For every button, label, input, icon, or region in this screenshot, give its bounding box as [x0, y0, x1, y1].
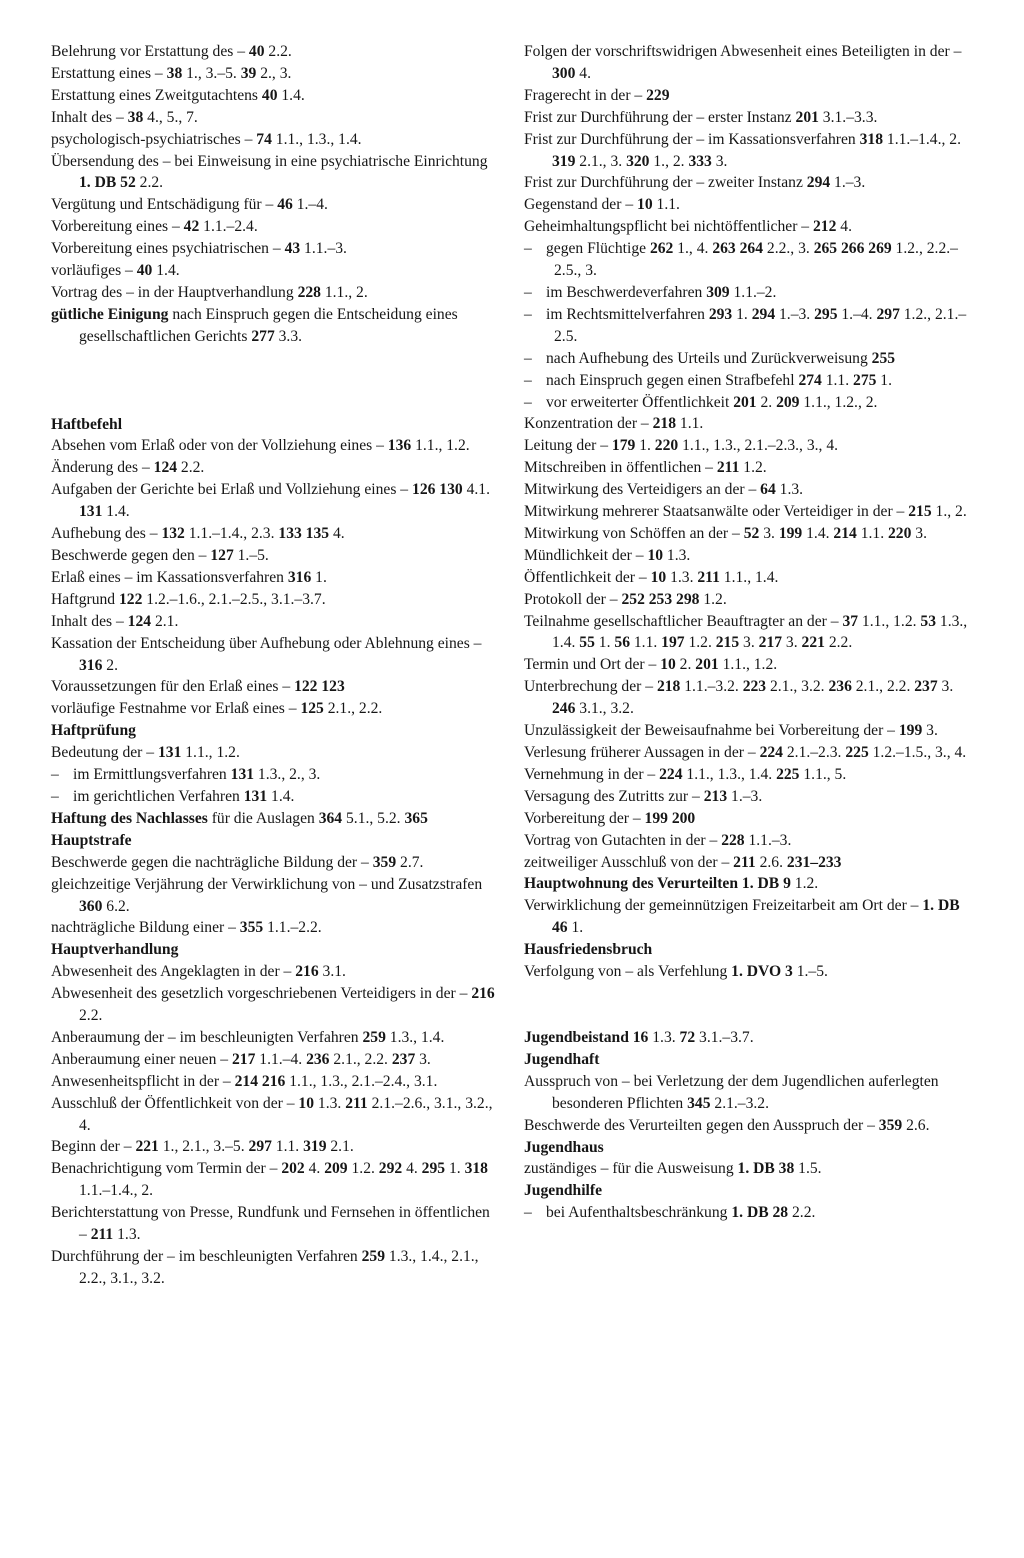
index-entry: nachträgliche Bildung einer – 355 1.1.–2.2.	[51, 919, 322, 937]
index-entry: gütliche Einigung nach Einspruch gegen die Entscheidung eines gesellschaftlichen Gerichts 277 3.3.	[51, 305, 458, 345]
index-subentry: – nach Aufhebung des Urteils und Zurückverweisung 255	[524, 348, 976, 370]
index-entry: Haftgrund 122 1.2.–1.6., 2.1.–2.5., 3.1.–3.7.	[51, 590, 326, 608]
index-heading: Hauptstrafe	[51, 831, 132, 849]
left-index-column	[51, 41, 497, 1290]
dash-marker: –	[524, 283, 532, 301]
index-entry: Gegenstand der – 10 1.1.	[524, 196, 680, 214]
index-entry: Erlaß eines – im Kassationsverfahren 316 1.	[51, 568, 327, 586]
right-index-column	[524, 41, 976, 1224]
index-heading: Hausfriedensbruch	[524, 941, 653, 959]
index-entry: Mitwirkung des Verteidigers an der – 64 1.3.	[524, 481, 804, 499]
index-heading: Jugendhilfe	[524, 1182, 602, 1200]
index-entry: Beschwerde gegen den – 127 1.–5.	[51, 547, 269, 565]
index-entry: Mündlichkeit der – 10 1.3.	[524, 546, 691, 564]
dash-marker: –	[524, 1204, 532, 1222]
index-entry: Frist zur Durchführung der – erster Instanz 201 3.1.–3.3.	[524, 108, 878, 126]
index-entry: Verlesung früherer Aussagen in der – 224 2.1.–2.3. 225 1.2.–1.5., 3., 4.	[524, 744, 967, 761]
index-entry: Protokoll der – 252 253 298 1.2.	[524, 590, 727, 608]
index-entry: Mitwirkung mehrerer Staatsanwälte oder Verteidiger in der – 215 1., 2.	[524, 503, 967, 521]
index-entry: Mitwirkung von Schöffen an der – 52 3. 199 1.4. 214 1.1. 220 3.	[524, 524, 927, 542]
index-entry: Durchführung der – im beschleunigten Verfahren 259 1.3., 1.4., 2.1., 2.2., 3.1., 3.2.	[51, 1248, 479, 1287]
index-subentry: – bei Aufenthaltsbeschränkung 1. DB 28 2.2.	[524, 1202, 976, 1224]
spacer	[51, 348, 497, 392]
index-entry: Ausspruch von – bei Verletzung der dem Jugendlichen auferlegten besonderen Pflichten 345 2.1.–3.2.	[524, 1072, 939, 1112]
index-entry: Inhalt des – 124 2.1.	[51, 612, 179, 630]
index-entry: Änderung des – 124 2.2.	[51, 459, 205, 477]
dash-marker: –	[524, 371, 532, 389]
index-entry: Vergütung und Entschädigung für – 46 1.–4.	[51, 196, 328, 214]
index-entry: zeitweiliger Ausschluß von der – 211 2.6. 231–233	[524, 853, 842, 871]
index-entry: Belehrung vor Erstattung des – 40 2.2.	[51, 43, 292, 60]
index-entry: Öffentlichkeit der – 10 1.3. 211 1.1., 1.4.	[524, 568, 779, 586]
index-entry: Erstattung eines Zweitgutachtens 40 1.4.	[51, 86, 305, 104]
index-entry: Vorbereitung der – 199 200	[524, 809, 696, 827]
index-heading: Jugendhaus	[524, 1138, 604, 1156]
index-entry: Jugendbeistand 16 1.3. 72 3.1.–3.7.	[524, 1028, 754, 1046]
index-entry: Inhalt des – 38 4., 5., 7.	[51, 108, 198, 126]
index-entry: Anwesenheitspflicht in der – 214 216 1.1., 1.3., 2.1.–2.4., 3.1.	[51, 1072, 438, 1090]
index-entry: Anberaumung einer neuen – 217 1.1.–4. 236 2.1., 2.2. 237 3.	[51, 1050, 431, 1068]
index-subentry: – vor erweiterter Öffentlichkeit 201 2. 209 1.1., 1.2., 2.	[524, 392, 976, 414]
index-entry: Beginn der – 221 1., 2.1., 3.–5. 297 1.1. 319 2.1.	[51, 1138, 354, 1156]
index-heading: Haftprüfung	[51, 722, 136, 740]
index-entry: Folgen der vorschriftswidrigen Abwesenheit eines Beteiligten in der – 300 4.	[524, 43, 962, 82]
index-entry: Unzulässigkeit der Beweisaufnahme bei Vorbereitung der – 199 3.	[524, 722, 938, 740]
index-entry: Benachrichtigung vom Termin der – 202 4. 209 1.2. 292 4. 295 1. 318 1.1.–1.4., 2.	[51, 1160, 488, 1200]
index-entry: Vorbereitung eines – 42 1.1.–2.4.	[51, 218, 258, 236]
index-entry: Absehen vom Erlaß oder von der Vollziehung eines – 136 1.1., 1.2.	[51, 437, 470, 455]
index-entry: Verwirklichung der gemeinnützigen Freizeitarbeit am Ort der – 1. DB 46 1.	[524, 897, 960, 937]
index-entry: vorläufige Festnahme vor Erlaß eines – 125 2.1., 2.2.	[51, 700, 383, 718]
index-entry: psychologisch-psychiatrisches – 74 1.1., 1.3., 1.4.	[51, 130, 362, 148]
index-entry: Vortrag von Gutachten in der – 228 1.1.–3.	[524, 831, 792, 849]
index-entry: Termin und Ort der – 10 2. 201 1.1., 1.2.	[524, 656, 778, 674]
index-entry: Abwesenheit des Angeklagten in der – 216 3.1.	[51, 963, 346, 981]
index-entry: Anberaumung der – im beschleunigten Verfahren 259 1.3., 1.4.	[51, 1028, 445, 1046]
spacer	[51, 392, 497, 414]
dash-marker: –	[51, 766, 59, 784]
index-entry: zuständiges – für die Ausweisung 1. DB 38 1.5.	[524, 1160, 822, 1178]
index-entry: Voraussetzungen für den Erlaß eines – 122 123	[51, 678, 345, 696]
index-entry: Hauptwohnung des Verurteilten 1. DB 9 1.2.	[524, 875, 819, 893]
index-entry: Kassation der Entscheidung über Aufhebung oder Ablehnung eines – 316 2.	[51, 634, 482, 674]
index-entry: Mitschreiben in öffentlichen – 211 1.2.	[524, 459, 767, 477]
dash-marker: –	[524, 305, 532, 323]
index-entry: Erstattung eines – 38 1., 3.–5. 39 2., 3.	[51, 64, 292, 82]
index-heading: Jugendhaft	[524, 1050, 600, 1068]
index-heading: Haftbefehl	[51, 415, 123, 433]
index-entry: Bedeutung der – 131 1.1., 1.2.	[51, 744, 240, 762]
index-entry: gleichzeitige Verjährung der Verwirklichung von – und Zusatzstrafen 360 6.2.	[51, 875, 483, 915]
index-entry: Fragerecht in der – 229	[524, 86, 670, 104]
index-entry: Ausschluß der Öffentlichkeit von der – 10 1.3. 211 2.1.–2.6., 3.1., 3.2., 4.	[51, 1094, 493, 1134]
index-entry: Konzentration der – 218 1.1.	[524, 415, 704, 433]
index-entry: Frist zur Durchführung der – zweiter Instanz 294 1.–3.	[524, 174, 866, 192]
index-entry: Teilnahme gesellschaftlicher Beauftragter an der – 37 1.1., 1.2. 53 1.3., 1.4. 55 1. 56 1.1. 197 1.2. 215 3. 217 3. 221 2.2.	[524, 612, 968, 652]
index-entry: Frist zur Durchführung der – im Kassationsverfahren 318 1.1.–1.4., 2. 319 2.1., 3. 320 1., 2. 333 3.	[524, 130, 961, 170]
index-entry: Vortrag des – in der Hauptverhandlung 228 1.1., 2.	[51, 283, 368, 301]
index-heading: Hauptverhandlung	[51, 941, 179, 959]
dash-marker: –	[51, 787, 59, 805]
spacer	[524, 983, 976, 1027]
index-entry: Aufgaben der Gerichte bei Erlaß und Vollziehung eines – 126 130 4.1. 131 1.4.	[51, 481, 490, 521]
index-entry: Geheimhaltungspflicht bei nichtöffentlicher – 212 4.	[524, 218, 852, 236]
index-subentry: – im Beschwerdeverfahren 309 1.1.–2.	[524, 282, 976, 304]
index-subentry: – nach Einspruch gegen einen Strafbefehl 274 1.1. 275 1.	[524, 370, 976, 392]
index-entry: Vorbereitung eines psychiatrischen – 43 1.1.–3.	[51, 240, 347, 258]
dash-marker: –	[524, 240, 532, 258]
index-subentry: – im Ermittlungsverfahren 131 1.3., 2., 3.	[51, 764, 497, 786]
index-entry: Beschwerde gegen die nachträgliche Bildung der – 359 2.7.	[51, 853, 424, 871]
index-entry: Unterbrechung der – 218 1.1.–3.2. 223 2.1., 3.2. 236 2.1., 2.2. 237 3. 246 3.1., 3.2.	[524, 678, 954, 718]
dash-marker: –	[524, 393, 532, 411]
index-entry: Aufhebung des – 132 1.1.–1.4., 2.3. 133 135 4.	[51, 525, 345, 543]
index-entry: Berichterstattung von Presse, Rundfunk und Fernsehen in öffentlichen – 211 1.3.	[51, 1204, 490, 1244]
index-entry: Haftung des Nachlasses für die Auslagen 364 5.1., 5.2. 365	[51, 809, 428, 827]
index-entry: Vernehmung in der – 224 1.1., 1.3., 1.4. 225 1.1., 5.	[524, 765, 847, 783]
index-entry: Beschwerde des Verurteilten gegen den Ausspruch der – 359 2.6.	[524, 1116, 930, 1134]
index-subentry: – gegen Flüchtige 262 1., 4. 263 264 2.2., 3. 265 266 269 1.2., 2.2.–2.5., 3.	[524, 240, 958, 280]
index-entry: Leitung der – 179 1. 220 1.1., 1.3., 2.1.–2.3., 3., 4.	[524, 437, 839, 455]
index-subentry: – im gerichtlichen Verfahren 131 1.4.	[51, 786, 497, 808]
dash-marker: –	[524, 349, 532, 367]
index-entry: Abwesenheit des gesetzlich vorgeschriebenen Verteidigers in der – 216 2.2.	[51, 985, 495, 1025]
index-entry: Versagung des Zutritts zur – 213 1.–3.	[524, 787, 763, 805]
index-entry: vorläufiges – 40 1.4.	[51, 262, 180, 280]
index-subentry: – im Rechtsmittelverfahren 293 1. 294 1.–3. 295 1.–4. 297 1.2., 2.1.–2.5.	[524, 305, 967, 345]
index-entry: Übersendung des – bei Einweisung in eine psychiatrische Einrichtung 1. DB 52 2.2.	[51, 152, 488, 192]
index-entry: Verfolgung von – als Verfehlung 1. DVO 3 1.–5.	[524, 963, 828, 981]
